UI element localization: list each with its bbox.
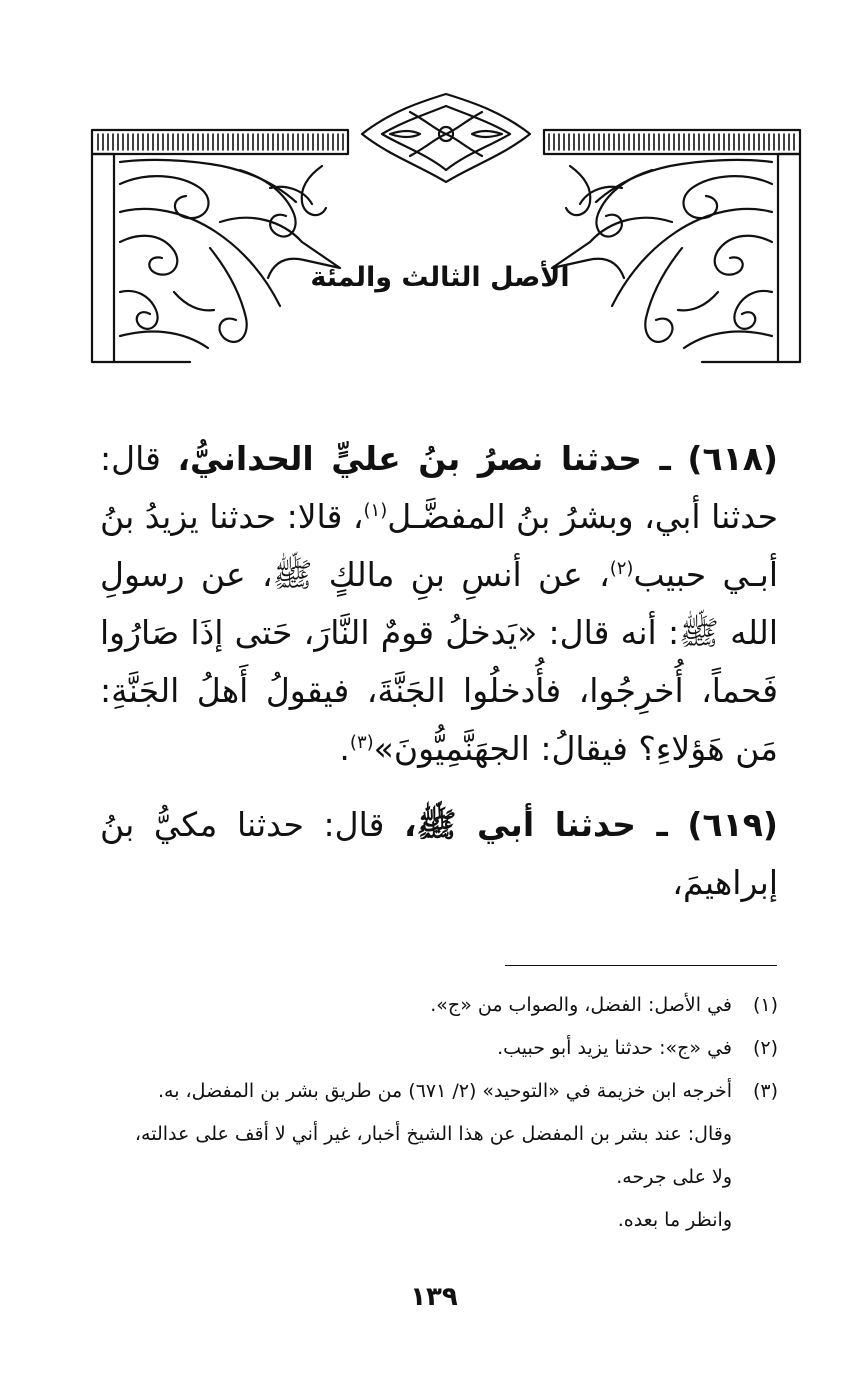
hadith-text: ، عن أنسِ بنِ مالكٍ ﷺ، عن رسولِ الله ﷺ: أنه قال: «يَدخلُ قومٌ النَّارَ، حَتى إذَا صَارُوا فَحماً، أُخرِجُوا، فأُدخلُوا الجَنَّةَ، فيقولُ أَهلُ الجَنَّةِ: مَن هَؤلاءِ؟ فيقالُ: الجهَنَّمِيُّونَ»	[100, 555, 778, 768]
footnote-1	[100, 984, 778, 1027]
footnote-number: (٣)	[752, 1080, 778, 1102]
hadith-number: (٦١٩)	[687, 805, 778, 844]
footnote-marker[interactable]: (٢)	[609, 558, 634, 579]
hadith-619	[100, 796, 778, 912]
footnote-marker[interactable]: (١)	[363, 500, 388, 521]
hadith-intro: ـ حدثنا أبي ﷺ،	[404, 805, 668, 844]
footnote-line: ولا على جرحه.	[616, 1166, 732, 1188]
footnote-number: (٢)	[752, 1037, 778, 1059]
footnote-3	[100, 1070, 778, 1242]
hadith-text: قال: حدثنا مكيُّ بنُ إبراهيمَ،	[100, 805, 778, 902]
hadith-number: (٦١٨)	[687, 439, 779, 478]
hadith-text-end: .	[339, 729, 350, 768]
hadith-text: قال: حدثنا أبي، وبشرُ بنُ المفضَّـل	[100, 439, 778, 536]
hadith-intro: ـ حدثنا نصرُ بنُ عليٍّ الحدانيُّ،	[177, 439, 671, 478]
footnotes	[100, 984, 778, 1242]
chapter-header-ornament	[90, 92, 802, 364]
footnote-line: في الأصل: الفضل، والصواب من «ج».	[430, 994, 732, 1016]
footnote-text	[100, 1070, 732, 1242]
footnote-line: في «ج»: حدثنا يزيد أبو حبيب.	[497, 1037, 732, 1059]
main-text	[100, 430, 778, 912]
hadith-618	[100, 430, 778, 778]
footnote-number: (١)	[752, 994, 778, 1016]
footnote-line: وانظر ما بعده.	[617, 1209, 732, 1231]
footnote-text	[100, 984, 732, 1027]
hadith-text: ، قالا: حدثنا يزيدُ بنُ أبـي حبيب	[100, 497, 778, 594]
chapter-title: الأصل الثالث والمئة	[310, 262, 570, 293]
footnote-marker[interactable]: (٣)	[349, 732, 374, 753]
footnote-line: أخرجه ابن خزيمة في «التوحيد» (٢/ ٦٧١) من طريق بشر بن المفضل، به.	[158, 1080, 732, 1102]
footnote-text	[100, 1027, 732, 1070]
page-number: ١٣٩	[410, 1282, 458, 1312]
footnote-line: وقال: عند بشر بن المفضل عن هذا الشيخ أخبار، غير أني لا أقف على عدالته،	[134, 1123, 732, 1145]
footnote-divider	[505, 965, 777, 966]
footnote-2	[100, 1027, 778, 1070]
